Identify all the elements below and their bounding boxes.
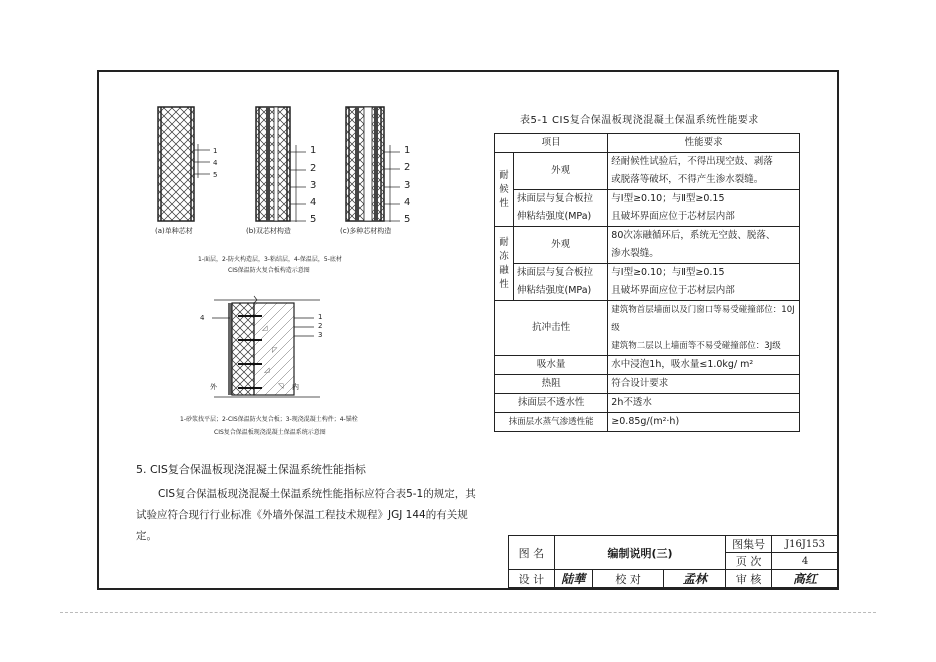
page-no: 4: [772, 553, 839, 570]
inside-label: 内: [292, 383, 299, 391]
callout-c-5: 5: [404, 214, 411, 225]
header-requirement: 性能要求: [608, 134, 800, 153]
freeze-bond-req: 与Ⅰ型≥0.10；与Ⅱ型≥0.15 且破坏界面应位于芯材层内部: [608, 264, 800, 301]
vapor-label: 抹面层水蒸气渗透性能: [495, 413, 608, 432]
group-weather-label: 耐 候 性: [495, 153, 514, 227]
design-signature: 陆華: [554, 570, 592, 588]
label-b: (b)双芯材构造: [246, 227, 291, 235]
wall-section-drawing: [212, 296, 323, 397]
impact-req: 建筑物首层墙面以及门窗口等易受碰撞部位：10J级 建筑物二层以上墙面等不易受碰撞部位：3J级: [608, 301, 800, 356]
atlas-no: J16J153: [772, 536, 839, 553]
check-signature: 孟林: [664, 570, 726, 588]
callout-b-1: 1: [310, 145, 317, 156]
table-row: [495, 190, 800, 227]
bottom-caption: CIS复合保温板现浇混凝土保温系统示意图: [214, 429, 326, 436]
section-paragraph: CIS复合保温板现浇混凝土保温系统性能指标应符合表5-1的规定，其试验应符合现行行业标准《外墙外保温工程技术规程》JGJ 144的有关规定。: [136, 488, 476, 542]
top-caption: CIS保温防火复合板构造示意图: [228, 267, 310, 274]
table-row: [495, 413, 800, 432]
callout-c-3: 3: [404, 180, 411, 191]
outside-label: 外: [210, 383, 217, 391]
bottom-legend: 1-砂浆找平层；2-CIS保温防火复合板；3-现浇混凝土构件；4-锚栓: [180, 416, 358, 423]
table-header-row: [495, 134, 800, 153]
bottom-guide-line: [60, 612, 876, 613]
callout-a-5: 5: [213, 171, 218, 179]
callout-c-2: 2: [404, 162, 411, 173]
thermal-req: 符合设计要求: [608, 375, 800, 394]
top-legend: 1-面层，2-防火构造层，3-粘结层，4-保温层，5-底材: [198, 256, 342, 263]
freeze-bond-label: 抹面层与复合板拉 伸粘结强度(MPa): [514, 264, 608, 301]
table-title: 表5-1 CIS复合保温板现浇混凝土保温系统性能要求: [520, 115, 759, 126]
table-row: [495, 264, 800, 301]
design-label: 设 计: [509, 570, 555, 588]
weather-bond-req: 与Ⅰ型≥0.10；与Ⅱ型≥0.15 且破坏界面应位于芯材层内部: [608, 190, 800, 227]
weather-bond-label: 抹面层与复合板拉 伸粘结强度(MPa): [514, 190, 608, 227]
callout-bottom-4: 4: [200, 314, 205, 322]
figure-name-label: 图 名: [509, 536, 555, 570]
table-row: [495, 227, 800, 264]
section-title: 5. CIS复合保温板现浇混凝土保温系统性能指标: [136, 463, 366, 476]
panel-a-drawing: [158, 107, 210, 221]
svg-text:◸: ◸: [272, 346, 278, 354]
callout-c-1: 1: [404, 145, 411, 156]
vapor-req: ≥0.85g/(m²·h): [608, 413, 800, 432]
panel-c-drawing: [346, 107, 400, 222]
freeze-appearance-req: 80次冻融循环后，系统无空鼓、脱落、 渗水裂缝。: [608, 227, 800, 264]
callout-b-5: 5: [310, 214, 317, 225]
review-signature: 高红: [772, 570, 839, 588]
impact-label: 抗冲击性: [495, 301, 608, 356]
callout-bottom-1: 1: [318, 313, 323, 321]
performance-table: [494, 133, 800, 432]
callout-a-1: 1: [213, 147, 218, 155]
table-row: [495, 153, 800, 190]
weather-appearance-label: 外观: [514, 153, 608, 190]
table-row: [495, 394, 800, 413]
table-row: [495, 301, 800, 356]
table-row: [495, 356, 800, 375]
svg-text:◹: ◹: [278, 382, 284, 390]
thermal-label: 热阻: [495, 375, 608, 394]
callout-bottom-3: 3: [318, 331, 323, 339]
check-label: 校 对: [592, 570, 664, 588]
table-row: [495, 375, 800, 394]
weather-appearance-req: 经耐候性试验后，不得出现空鼓、剥落 或脱落等破坏，不得产生渗水裂缝。: [608, 153, 800, 190]
atlas-no-label: 图集号: [726, 536, 772, 553]
label-c: (c)多种芯材构造: [340, 227, 392, 235]
callout-c-4: 4: [404, 197, 411, 208]
callout-b-4: 4: [310, 197, 317, 208]
callout-bottom-2: 2: [318, 322, 323, 330]
svg-text:◿: ◿: [262, 324, 268, 332]
svg-text:◿: ◿: [264, 366, 270, 374]
panel-b-drawing: [256, 107, 306, 222]
page-label: 页 次: [726, 553, 772, 570]
header-item: 项目: [495, 134, 608, 153]
freeze-appearance-label: 外观: [514, 227, 608, 264]
impermeable-label: 抹面层不透水性: [495, 394, 608, 413]
callout-b-3: 3: [310, 180, 317, 191]
label-a: (a)单种芯材: [155, 227, 193, 235]
water-abs-label: 吸水量: [495, 356, 608, 375]
water-abs-req: 水中浸泡1h，吸水量≤1.0kg/ m²: [608, 356, 800, 375]
figure-name: 编制说明(三): [554, 536, 725, 570]
review-label: 审 核: [726, 570, 772, 588]
impermeable-req: 2h不透水: [608, 394, 800, 413]
title-block: [508, 535, 839, 588]
group-freeze-label: 耐 冻 融 性: [495, 227, 514, 301]
callout-a-4: 4: [213, 159, 218, 167]
callout-b-2: 2: [310, 163, 317, 174]
